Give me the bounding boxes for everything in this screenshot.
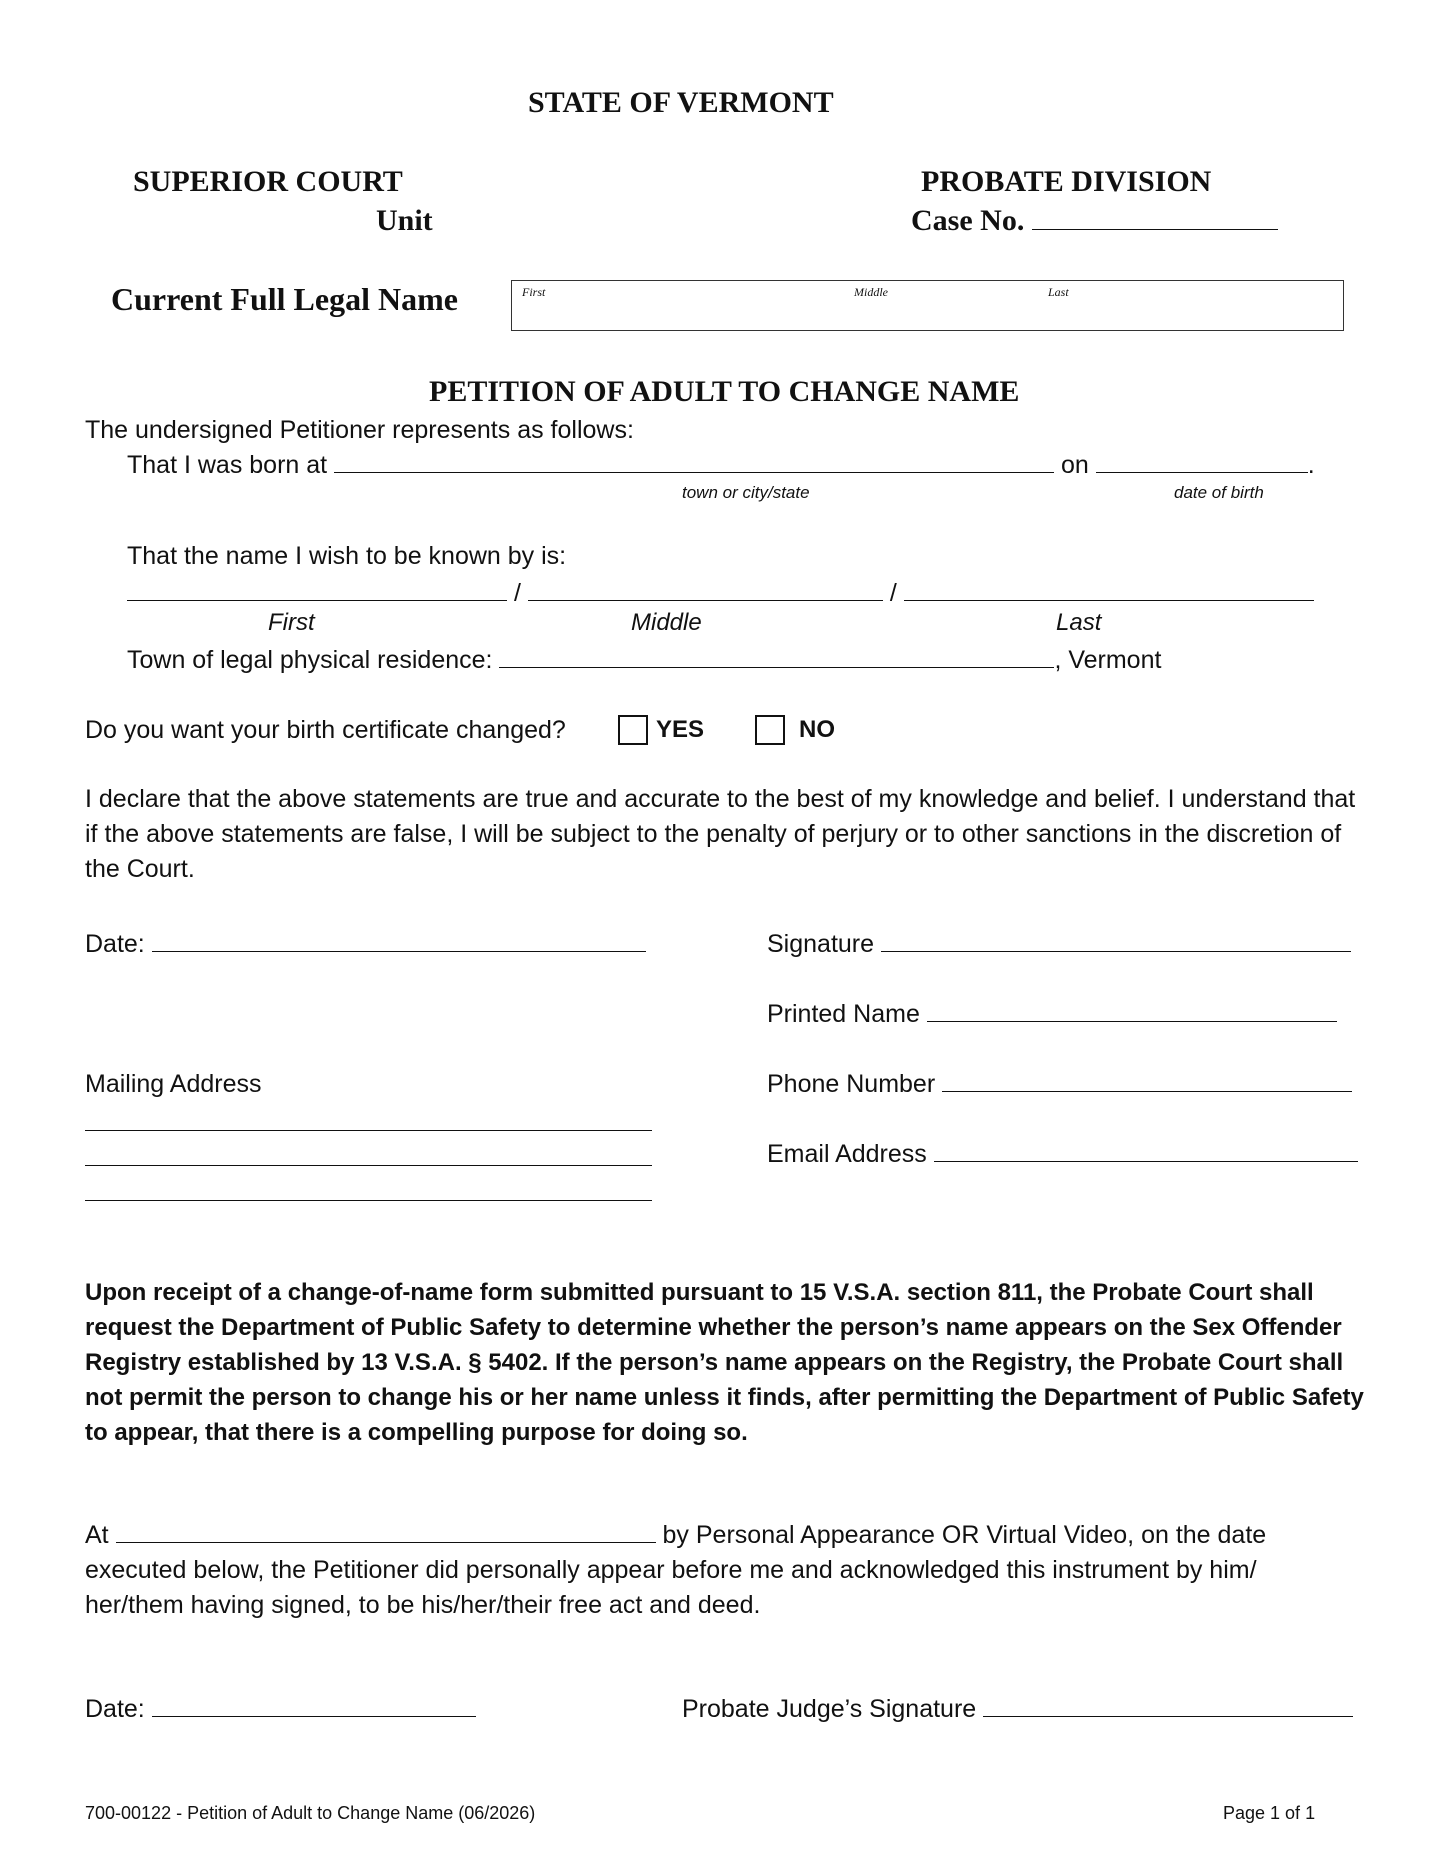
last-label: Last [1056, 609, 1102, 636]
mailing-address-line-1[interactable] [85, 1130, 652, 1131]
mailing-address-label: Mailing Address [85, 1070, 262, 1098]
legal-name-label: Current Full Legal Name [111, 281, 458, 317]
mailing-address-line-2[interactable] [85, 1165, 652, 1166]
signature-label: Signature [767, 930, 875, 958]
slash: / [513, 579, 521, 607]
period: . [1307, 451, 1315, 479]
new-name-row [127, 576, 1314, 610]
legal-name-box[interactable] [511, 280, 1344, 331]
unit-label: Unit [376, 204, 433, 237]
residence-line[interactable] [499, 645, 1054, 668]
date-label: Date: [85, 930, 145, 958]
mailing-address-line-3[interactable] [85, 1200, 652, 1201]
yes-checkbox[interactable] [618, 715, 648, 745]
location-line[interactable] [116, 1520, 656, 1543]
case-number[interactable] [911, 204, 1278, 238]
date-line[interactable] [152, 929, 646, 952]
printed-name-row [767, 997, 1337, 1031]
judge-date-label: Date: [85, 1695, 145, 1723]
yes-label: YES [656, 716, 705, 743]
declaration-text: I declare that the above statements are true and accurate to the best of my knowledge and belief. I understand that if the above statements are false, I will be subject to the penalty of perjury or to other sanctions in the discretion of the Court. [85, 785, 1356, 883]
middle-label: Middle [631, 609, 702, 636]
signature-line[interactable] [881, 929, 1351, 952]
state-title: STATE OF VERMONT [528, 86, 834, 119]
judge-date-row [85, 1692, 476, 1726]
judge-date-line[interactable] [152, 1694, 476, 1717]
no-checkbox[interactable] [755, 715, 785, 745]
email-line[interactable] [934, 1139, 1358, 1162]
new-last-name-line[interactable] [904, 578, 1314, 601]
judge-signature-label: Probate Judge’s Signature [682, 1695, 977, 1723]
petition-title: PETITION OF ADULT TO CHANGE NAME [429, 375, 1020, 408]
town-caption: town or city/state [682, 483, 810, 502]
born-at-row [127, 448, 1315, 482]
phone-label: Phone Number [767, 1070, 936, 1098]
date-row [85, 927, 646, 961]
last-caption: Last [1048, 285, 1069, 299]
residence-label: Town of legal physical residence: [127, 646, 493, 674]
dob-caption: date of birth [1174, 483, 1264, 502]
printed-name-label: Printed Name [767, 1000, 920, 1028]
new-first-name-line[interactable] [127, 578, 507, 601]
birthplace-line[interactable] [334, 450, 1054, 473]
at-label: At [85, 1521, 109, 1549]
court-name: SUPERIOR COURT [133, 165, 403, 198]
first-caption: First [522, 285, 546, 299]
division-name: PROBATE DIVISION [921, 165, 1212, 198]
case-number-label: Case No. [911, 204, 1025, 237]
slash: / [889, 579, 897, 607]
birth-certificate-question: Do you want your birth certificate changed? [85, 716, 566, 744]
petition-intro: The undersigned Petitioner represents as follows: [85, 416, 634, 444]
new-middle-name-line[interactable] [528, 578, 883, 601]
date-of-birth-line[interactable] [1096, 450, 1308, 473]
no-label: NO [799, 716, 835, 743]
acknowledgment-text [85, 1518, 1355, 1623]
acknowledgment-body: by Personal Appearance OR Virtual Video, on the date executed below, the Petitioner did personally appear before me and acknowledged this instrument by him/ her/them having signed, to be his/her/their free act and deed. [85, 1521, 1267, 1619]
residence-suffix: , Vermont [1054, 646, 1162, 674]
case-number-line[interactable] [1032, 207, 1278, 230]
form-id: 700-00122 - Petition of Adult to Change Name (06/2026) [85, 1803, 536, 1823]
sex-offender-registry-notice: Upon receipt of a change-of-name form submitted pursuant to 15 V.S.A. section 811, the Probate Court shall request the Department of Public Safety to determine whether the person’s name appears on the Sex Offender Registry established by 13 V.S.A. § 5402. If the person’s name appears on the Registry, the Probate Court shall not permit the person to change his or her name unless it finds, after permitting the Department of Public Safety to appear, that there is a compelling purpose for doing so. [85, 1279, 1364, 1446]
first-label: First [268, 609, 315, 636]
email-row [767, 1137, 1358, 1171]
on-label: on [1061, 451, 1089, 479]
residence-row [127, 643, 1161, 677]
page-number: Page 1 of 1 [1223, 1803, 1316, 1823]
judge-signature-row [682, 1692, 1353, 1726]
middle-caption: Middle [854, 285, 888, 299]
phone-line[interactable] [942, 1069, 1352, 1092]
printed-name-line[interactable] [927, 999, 1337, 1022]
wish-name-label: That the name I wish to be known by is: [127, 542, 567, 570]
phone-row [767, 1067, 1352, 1101]
born-at-label: That I was born at [127, 451, 328, 479]
email-label: Email Address [767, 1140, 927, 1168]
judge-signature-line[interactable] [983, 1694, 1353, 1717]
signature-row [767, 927, 1351, 961]
